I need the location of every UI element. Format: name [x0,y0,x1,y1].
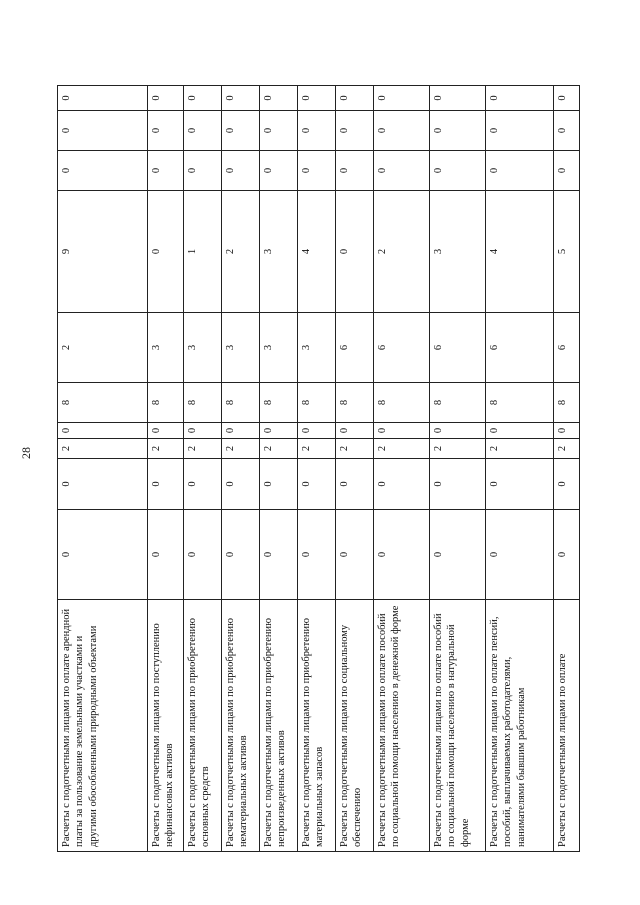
cell: 0 [222,423,260,439]
cell: 0 [374,111,430,151]
cell: 0 [374,151,430,191]
cell: 0 [148,111,184,151]
cell: 0 [148,459,184,510]
cell: 5 [554,191,580,313]
table-row [148,86,184,852]
table-row [184,86,222,852]
row-label: Расчеты с подотчетными лицами по социальному обеспечению [336,600,374,852]
cell: 0 [184,111,222,151]
cell: 0 [298,151,336,191]
cell: 0 [554,459,580,510]
page-number: 28 [19,447,33,459]
cell: 0 [58,423,148,439]
cell: 8 [486,383,554,423]
cell: 2 [260,439,298,459]
cell: 9 [58,191,148,313]
cell: 0 [298,423,336,439]
cell: 8 [374,383,430,423]
cell: 0 [298,459,336,510]
table-row [374,86,430,852]
cell: 8 [58,383,148,423]
rotated-table-container [57,86,582,852]
cell: 0 [486,423,554,439]
cell: 0 [184,510,222,600]
cell: 0 [554,111,580,151]
cell: 4 [486,191,554,313]
cell: 3 [298,313,336,383]
cell: 0 [554,86,580,111]
cell: 0 [430,423,486,439]
cell: 0 [486,151,554,191]
cell: 0 [374,86,430,111]
cell: 2 [222,191,260,313]
cell: 3 [222,313,260,383]
cell: 0 [430,510,486,600]
cell: 0 [184,86,222,111]
cell: 0 [374,459,430,510]
table-row [222,86,260,852]
row-label: Расчеты с подотчетными лицами по оплате арендной платы за пользование земельными участками и другими обособленными природными объектами [58,600,148,852]
cell: 0 [430,459,486,510]
cell: 6 [374,313,430,383]
table-row [554,86,580,852]
cell: 0 [184,151,222,191]
cell: 3 [184,313,222,383]
cell: 8 [298,383,336,423]
table-row [298,86,336,852]
row-label: Расчеты с подотчетными лицами по приобретению непроизведенных активов [260,600,298,852]
cell: 0 [336,86,374,111]
cell: 0 [374,510,430,600]
cell: 0 [298,86,336,111]
cell: 6 [430,313,486,383]
cell: 0 [184,459,222,510]
cell: 0 [486,111,554,151]
cell: 0 [148,86,184,111]
table-row [336,86,374,852]
cell: 2 [430,439,486,459]
cell: 8 [336,383,374,423]
cell: 0 [554,423,580,439]
cell: 2 [374,439,430,459]
cell: 0 [260,423,298,439]
cell: 0 [260,510,298,600]
cell: 0 [486,510,554,600]
cell: 0 [260,151,298,191]
cell: 0 [486,459,554,510]
cell: 2 [298,439,336,459]
cell: 0 [222,111,260,151]
cell: 2 [222,439,260,459]
cell: 6 [336,313,374,383]
table-row [486,86,554,852]
cell: 8 [554,383,580,423]
cell: 0 [260,111,298,151]
row-label: Расчеты с подотчетными лицами по оплате пенсий, пособий, выплачиваемых работодателями, нанимателями бывшим работникам [486,600,554,852]
cell: 0 [336,459,374,510]
cell: 0 [260,459,298,510]
cell: 0 [374,423,430,439]
cell: 4 [298,191,336,313]
cell: 0 [554,510,580,600]
cell: 0 [430,151,486,191]
cell: 0 [148,510,184,600]
cell: 1 [184,191,222,313]
cell: 0 [298,510,336,600]
cell: 0 [260,86,298,111]
cell: 2 [58,313,148,383]
cell: 0 [58,86,148,111]
cell: 0 [554,151,580,191]
cell: 0 [222,510,260,600]
cell: 3 [260,191,298,313]
row-label: Расчеты с подотчетными лицами по приобретению материальных запасов [298,600,336,852]
cell: 3 [260,313,298,383]
cell: 0 [298,111,336,151]
cell: 0 [148,191,184,313]
row-label: Расчеты с подотчетными лицами по оплате пособий по социальной помощи населению в натуральной форме [430,600,486,852]
row-label: Расчеты с подотчетными лицами по приобретению нематериальных активов [222,600,260,852]
cell: 0 [336,191,374,313]
cell: 0 [336,423,374,439]
cell: 0 [430,86,486,111]
cell: 0 [486,86,554,111]
cell: 2 [184,439,222,459]
cell: 0 [336,111,374,151]
cell: 6 [486,313,554,383]
cell: 0 [184,423,222,439]
cell: 3 [148,313,184,383]
cell: 2 [486,439,554,459]
cell: 0 [148,423,184,439]
cell: 2 [374,191,430,313]
table-row [430,86,486,852]
cell: 2 [148,439,184,459]
cell: 0 [58,459,148,510]
row-label: Расчеты с подотчетными лицами по оплате пособий по социальной помощи населению в денежной форме [374,600,430,852]
cell: 8 [184,383,222,423]
row-label: Расчеты с подотчетными лицами по приобретению основных средств [184,600,222,852]
cell: 2 [58,439,148,459]
row-label: Расчеты с подотчетными лицами по поступлению нефинансовых активов [148,600,184,852]
cell: 0 [336,510,374,600]
cell: 2 [554,439,580,459]
cell: 0 [222,151,260,191]
cell: 0 [58,111,148,151]
row-label: Расчеты с подотчетными лицами по оплате [554,600,580,852]
cell: 0 [148,151,184,191]
table-row [58,86,148,852]
cell: 8 [222,383,260,423]
cell: 0 [430,111,486,151]
table-row [260,86,298,852]
cell: 3 [430,191,486,313]
accounts-table [57,85,580,852]
cell: 0 [222,459,260,510]
cell: 0 [336,151,374,191]
cell: 8 [260,383,298,423]
cell: 0 [222,86,260,111]
cell: 8 [430,383,486,423]
cell: 8 [148,383,184,423]
cell: 0 [58,510,148,600]
cell: 2 [336,439,374,459]
cell: 0 [58,151,148,191]
cell: 6 [554,313,580,383]
